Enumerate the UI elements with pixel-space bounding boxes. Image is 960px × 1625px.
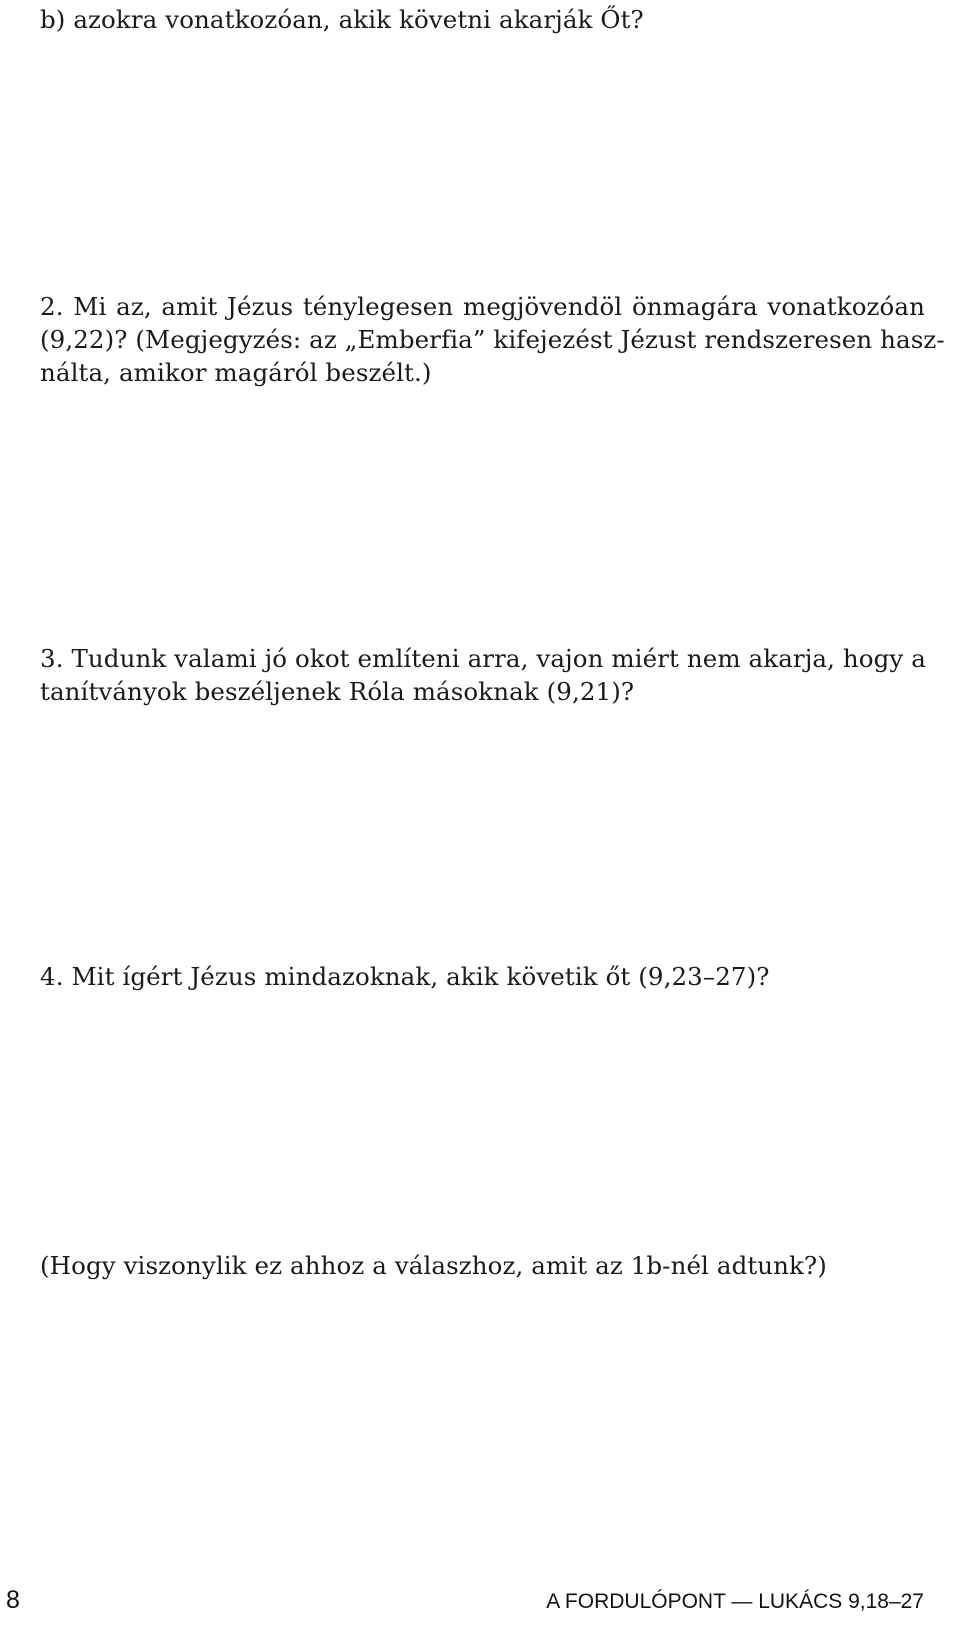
question-2-line-2: (9,22)? (Megjegyzés: az „Emberfia” kifejezést Jézust rendszeresen hasz-	[40, 325, 945, 354]
question-2-line-1: 2. Mi az, amit Jézus ténylegesen megjövendöl önmagára vonatkozóan	[40, 292, 925, 321]
question-4-followup: (Hogy viszonylik ez ahhoz a válaszhoz, amit az 1b-nél adtunk?)	[40, 1251, 827, 1280]
question-3-line-2: tanítványok beszéljenek Róla másoknak (9,21)?	[40, 677, 635, 706]
question-2-line-3: nálta, amikor magáról beszélt.)	[40, 358, 432, 387]
question-3-line-1: 3. Tudunk valami jó okot említeni arra, vajon miért nem akarja, hogy a	[40, 644, 926, 673]
question-1b: b) azokra vonatkozóan, akik követni akarják Őt?	[40, 5, 644, 34]
question-4: 4. Mit ígért Jézus mindazoknak, akik követik őt (9,23–27)?	[40, 962, 770, 991]
running-title: A FORDULÓPONT — LUKÁCS 9,18–27	[546, 1590, 924, 1613]
page-number: 8	[6, 1586, 20, 1614]
